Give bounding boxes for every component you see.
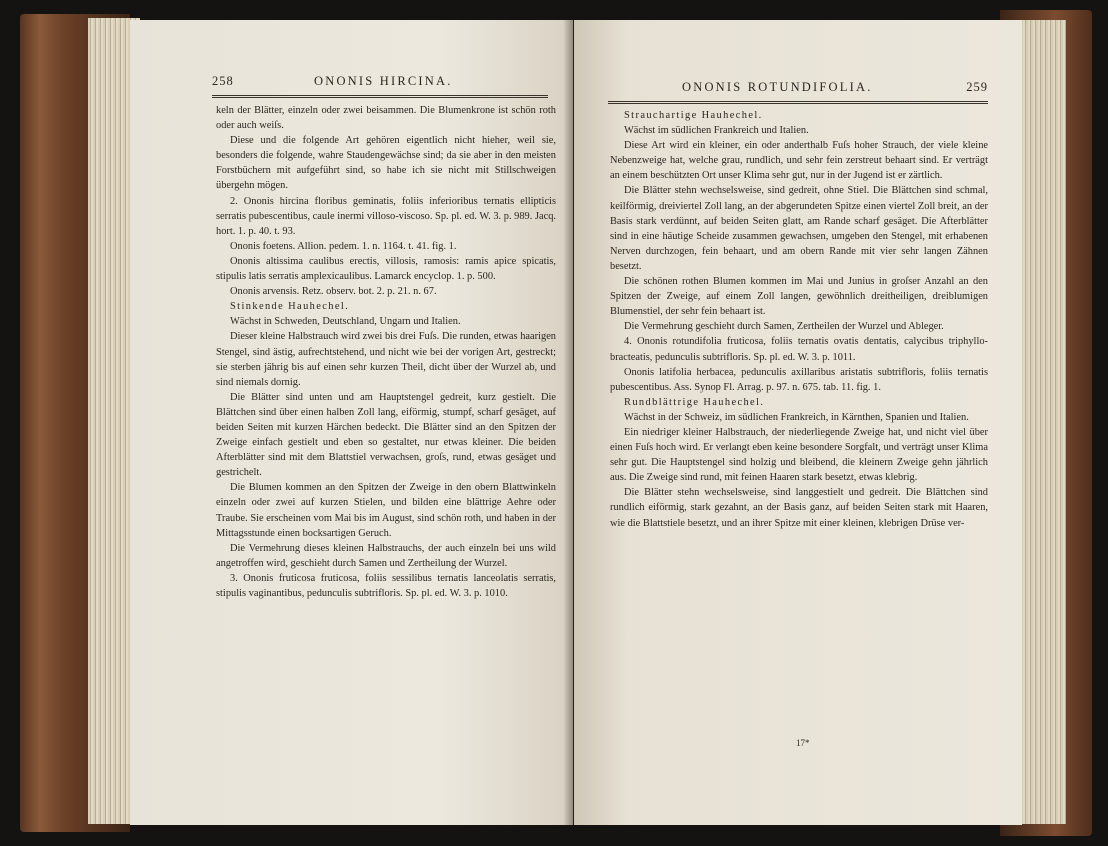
paragraph: Die Blätter stehn wechselsweise, sind gedreit, ohne Stiel. Die Blättchen sind schmal, keilförmig, dreiviertel Zoll lang, an der abgerundeten Spitze einen viertel Zoll breit, an der Basis stark verdünnt, auf beiden Seiten glatt, am Rande scharf gesäget. Die Afterblätter sind in eine häutige Scheide zusammen gewachsen, umgeben den Stengel, mit erhabenen Nerven durchzogen, fein behaart, und am obern Rande mit vier sehr langen Zähnen besetzt.: [610, 185, 988, 272]
paragraph: Dieser kleine Halbstrauch wird zwei bis drei Fuſs. Die runden, etwas haarigen Stengel, sind ästig, aufrechtstehend, und nicht wie bei der vorigen Art, gestreckt; sie sterben jährig bis auf einen sehr kurzen Theil, dicht über der Wurzel ab, und sind niemals dornig.: [216, 331, 556, 388]
right-page-edges: [1018, 20, 1066, 824]
header-rule: [608, 101, 988, 102]
left-running-head: ONONIS HIRCINA.: [314, 74, 453, 88]
header-rule: [608, 103, 988, 104]
paragraph: Wächst im südlichen Frankreich und Italien.: [624, 125, 809, 137]
paragraph: Ein niedriger kleiner Halbstrauch, der niederliegende Zweige hat, und nicht viel über einen Fuſs hoch wird. Er verlangt eben keine besondere Sorgfalt, und verträgt unser Klima sehr gut. Die Hauptstengel sind holzig und bleibend, die kleinern Zweige gehn jährlich aus. Die Zweige sind rund, mit feinen Haaren stark besetzt, etwas klebrig.: [610, 426, 988, 484]
left-page-number: 258: [212, 74, 234, 88]
species-common-name: Stinkende Hauhechel.: [230, 301, 350, 313]
right-running-head: ONONIS ROTUNDIFOLIA.: [682, 80, 873, 94]
left-running-header: [212, 74, 548, 100]
right-body-text: [610, 108, 988, 531]
right-running-header: [608, 80, 988, 106]
paragraph: Ononis foetens. Allion. pedem. 1. n. 1164. t. 41. fig. 1.: [230, 240, 457, 252]
paragraph: keln der Blätter, einzeln oder zwei beisammen. Die Blumenkrone ist schön roth oder auch weiſs.: [216, 105, 556, 132]
signature-mark: 17*: [796, 738, 810, 748]
paragraph: Diese und die folgende Art gehören eigentlich nicht hieher, weil sie, besonders die folgende, wahre Staudengewächse sind; da sie aber in den meisten Forstbüchern mit aufgeführt sind, so habe ich sie nicht mit Stillschweigen übergehn mögen.: [216, 135, 556, 192]
paragraph: Ononis arvensis. Retz. observ. bot. 2. p. 21. n. 67.: [230, 286, 437, 298]
header-rule: [212, 95, 548, 96]
paragraph: Die Blätter sind unten und am Hauptstengel gedreit, kurz gestielt. Die Blättchen sind über einen halben Zoll lang, eiförmig, stumpf, scharf gesäget, auf beiden Seiten mit kurzen Härchen bedeckt. Die Blätter sind an den Spitzen der Zweige einfach gestielt und eben so gestaltet, nur etwas kleiner. Die beiden Afterblätter sind mit dem Blattstiel verwachsen, groſs, rund, etwas gesäget und gestrichelt.: [216, 391, 556, 479]
header-rule: [212, 97, 548, 98]
left-body-text: [216, 103, 556, 601]
paragraph: 2. Ononis hircina floribus geminatis, foliis inferioribus ternatis ellipticis serratis pubescentibus, caule inermi villoso-viscoso. Sp. pl. ed. W. 3. p. 989. Jacq. hort. 1. p. 40. t. 93.: [216, 195, 556, 237]
left-page: [130, 20, 573, 825]
paragraph: Ononis latifolia herbacea, pedunculis axillaribus aristatis subtrifloris, foliis ternatis pubescentibus. Ass. Synop Fl. Arrag. p. 97. n. 675. tab. 11. fig. 1.: [610, 366, 988, 393]
paragraph: Wächst in Schweden, Deutschland, Ungarn und Italien.: [230, 316, 461, 328]
paragraph: Die Vermehrung dieses kleinen Halbstrauchs, der auch einzeln bei uns wild angetroffen wird, geschieht durch Samen und Zertheilung der Wurzel.: [216, 542, 556, 569]
right-page: [574, 20, 1022, 825]
paragraph: Die Vermehrung geschieht durch Samen, Zertheilen der Wurzel und Ableger.: [624, 321, 944, 333]
paragraph: Diese Art wird ein kleiner, ein oder anderthalb Fuſs hoher Strauch, der viele kleine Nebenzweige hat, welche grau, rundlich, und sehr fein zerstreut behaart sind. Er verträgt an einem beschützten Ort unser Klima sehr gut, nur in der Jugend ist er zärtlich.: [610, 140, 988, 182]
right-page-number: 259: [966, 80, 988, 94]
species-common-name: Rundblättrige Hauhechel.: [624, 396, 765, 408]
paragraph: Wächst in der Schweiz, im südlichen Frankreich, in Kärnthen, Spanien und Italien.: [624, 411, 969, 423]
paragraph: Ononis altissima caulibus erectis, villosis, ramosis: ramis apice spicatis, stipulis latis serratis amplexicaulibus. Lamarck encyclop. 1. p. 500.: [216, 255, 556, 283]
paragraph: Die Blumen kommen an den Spitzen der Zweige in den obern Blattwinkeln einzeln oder zwei auf kurzen Stielen, und bilden eine blättrige Aehre oder Traube. Sie erscheinen vom Mai bis im August, sind schön roth, und haben in der Mittagsstunde einen bocksartigen Geruch.: [216, 482, 556, 539]
paragraph: 3. Ononis fruticosa fruticosa, foliis sessilibus ternatis lanceolatis serratis, stipulis vaginantibus, pedunculis subtrifloris. Sp. pl. ed. W. 3. p. 1010.: [216, 572, 556, 599]
paragraph: Die schönen rothen Blumen kommen im Mai und Junius in groſser Anzahl an den Spitzen der Zweige, auf einem Zoll langen, gewöhnlich dreitheiligen, dreiblumigen Blumenstiel, der sehr fein behaart ist.: [610, 276, 988, 318]
species-common-name: Strauchartige Hauhechel.: [624, 110, 763, 121]
paragraph: 4. Ononis rotundifolia fruticosa, foliis ternatis ovatis dentatis, calycibus triphyllo-bracteatis, pedunculis subtrifloris. Sp. pl. ed. W. 3. p. 1011.: [610, 336, 988, 363]
paragraph: Die Blätter stehn wechselsweise, sind langgestielt und gedreit. Die Blättchen sind rundlich eiförmig, stark gezahnt, an der Basis ganz, auf beiden Seiten stark mit Haaren, wie die Blattstiele besetzt, und an ihrer Spitze mit einer kleinen, klebrigen Drüse ver-: [610, 487, 988, 529]
